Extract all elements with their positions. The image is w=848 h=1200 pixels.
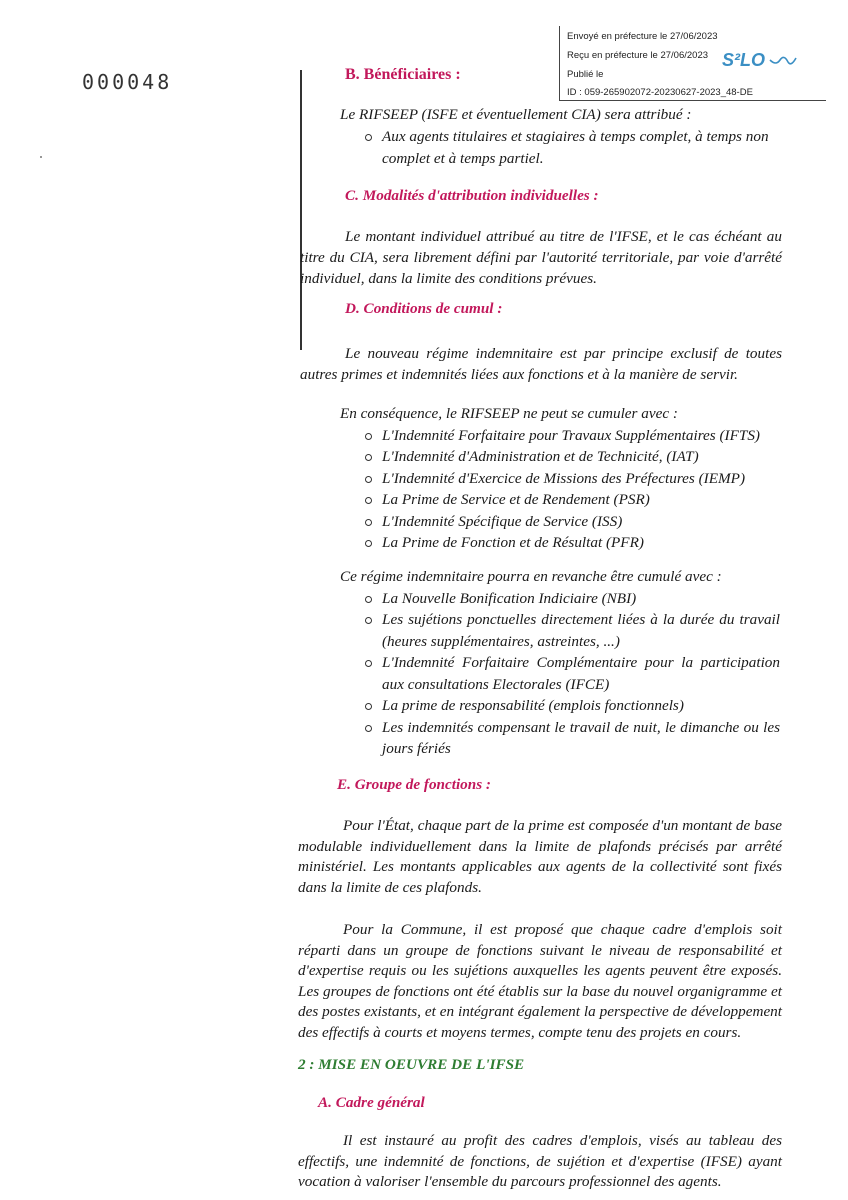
list-item: L'Indemnité Forfaitaire Complémentaire pour la participation aux consultations Electorales (IFCE) bbox=[340, 652, 780, 695]
prefecture-stamp bbox=[559, 26, 826, 101]
list-item: Aux agents titulaires et stagiaires à temps complet, à temps non complet et à temps partiel. bbox=[340, 126, 785, 170]
stamp-sent: Envoyé en préfecture le 27/06/2023 bbox=[567, 31, 718, 42]
section-b-body bbox=[340, 104, 785, 170]
cumul-block bbox=[340, 566, 780, 760]
margin-rule bbox=[300, 70, 302, 350]
list-item: Les indemnités compensant le travail de nuit, le dimanche ou les jours fériés bbox=[340, 717, 780, 760]
cumul-intro: Ce régime indemnitaire pourra en revanche être cumulé avec : bbox=[340, 568, 722, 585]
stamp-published: Publié le bbox=[567, 69, 604, 80]
list-item: La prime de responsabilité (emplois fonctionnels) bbox=[340, 695, 780, 717]
section-2-text: Il est instauré au profit des cadres d'emplois, visés au tableau des effectifs, une indemnité de fonctions, de sujétion et d'expertise (IFSE) ayant vocation à valoriser l'ensemble du parcours professionnel des agents. bbox=[298, 1132, 782, 1190]
stamp-id: ID : 059-265902072-20230627-2023_48-DE bbox=[567, 87, 753, 98]
list-item: L'Indemnité Spécifique de Service (ISS) bbox=[340, 511, 785, 533]
scan-dot bbox=[40, 156, 42, 158]
section-d-body bbox=[300, 343, 782, 385]
section-b-heading: B. Bénéficiaires : bbox=[345, 66, 461, 83]
not-cumul-block bbox=[340, 403, 785, 554]
not-cumul-list bbox=[340, 425, 785, 554]
list-item: La Nouvelle Bonification Indiciaire (NBI) bbox=[340, 588, 780, 610]
cumul-list bbox=[340, 588, 780, 760]
section-d-text: Le nouveau régime indemnitaire est par principe exclusif de toutes autres primes et indemnités liées aux fonctions et à la manière de servir. bbox=[300, 345, 782, 383]
section-e-heading: E. Groupe de fonctions : bbox=[337, 776, 491, 793]
not-cumul-intro: En conséquence, le RIFSEEP ne peut se cumuler avec : bbox=[340, 405, 678, 422]
section-2-heading: 2 : MISE EN OEUVRE DE L'IFSE bbox=[298, 1056, 525, 1073]
list-item: La Prime de Service et de Rendement (PSR) bbox=[340, 489, 785, 511]
list-item: L'Indemnité Forfaitaire pour Travaux Supplémentaires (IFTS) bbox=[340, 425, 785, 447]
list-item: La Prime de Fonction et de Résultat (PFR) bbox=[340, 532, 785, 554]
section-c-body bbox=[300, 226, 782, 289]
section-2a-heading: A. Cadre général bbox=[318, 1094, 425, 1111]
section-c-heading: C. Modalités d'attribution individuelles : bbox=[345, 187, 599, 204]
list-item: L'Indemnité d'Exercice de Missions des Préfectures (IEMP) bbox=[340, 468, 785, 490]
beneficiaries-list bbox=[340, 126, 785, 170]
section-c-text: Le montant individuel attribué au titre de l'IFSE, et le cas échéant au titre du CIA, sera librement défini par l'autorité territoriale, par voie d'arrêté individuel, dans la limite des conditions prévues. bbox=[300, 228, 782, 287]
list-item: Les sujétions ponctuelles directement liées à la durée du travail (heures supplémentaires, astreintes, ...) bbox=[340, 609, 780, 652]
svg-text:S²LO: S²LO bbox=[722, 50, 765, 70]
list-item: L'Indemnité d'Administration et de Technicité, (IAT) bbox=[340, 446, 785, 468]
section-d-heading: D. Conditions de cumul : bbox=[345, 300, 503, 317]
section-b-intro: Le RIFSEEP (ISFE et éventuellement CIA) sera attribué : bbox=[340, 106, 692, 123]
s2lo-signature-logo bbox=[720, 46, 800, 72]
section-e-p2: Pour la Commune, il est proposé que chaque cadre d'emplois soit réparti dans un groupe de fonctions suivant le niveau de responsabilité et d'expertise requis ou les sujétions auxquelles les agents peuvent être exposés. Les groupes de fonctions ont été établis sur la base du nouvel organigramme et des postes existants, et en intégrant également la perspective de développement des effectifs à courts et moyens termes, compte tenu des projets en cours. bbox=[298, 921, 782, 1041]
section-e-body bbox=[298, 816, 782, 1043]
stamp-received: Reçu en préfecture le 27/06/2023 bbox=[567, 50, 709, 61]
page-number: 000048 bbox=[82, 70, 173, 94]
section-e-p1: Pour l'État, chaque part de la prime est composée d'un montant de base modulable individuellement dans la limite de plafonds précisés par arrêté ministériel. Les montants applicables aux agents de la collectivité sont fixés dans la limite de ces plafonds. bbox=[298, 817, 782, 896]
section-2-body bbox=[298, 1131, 782, 1193]
